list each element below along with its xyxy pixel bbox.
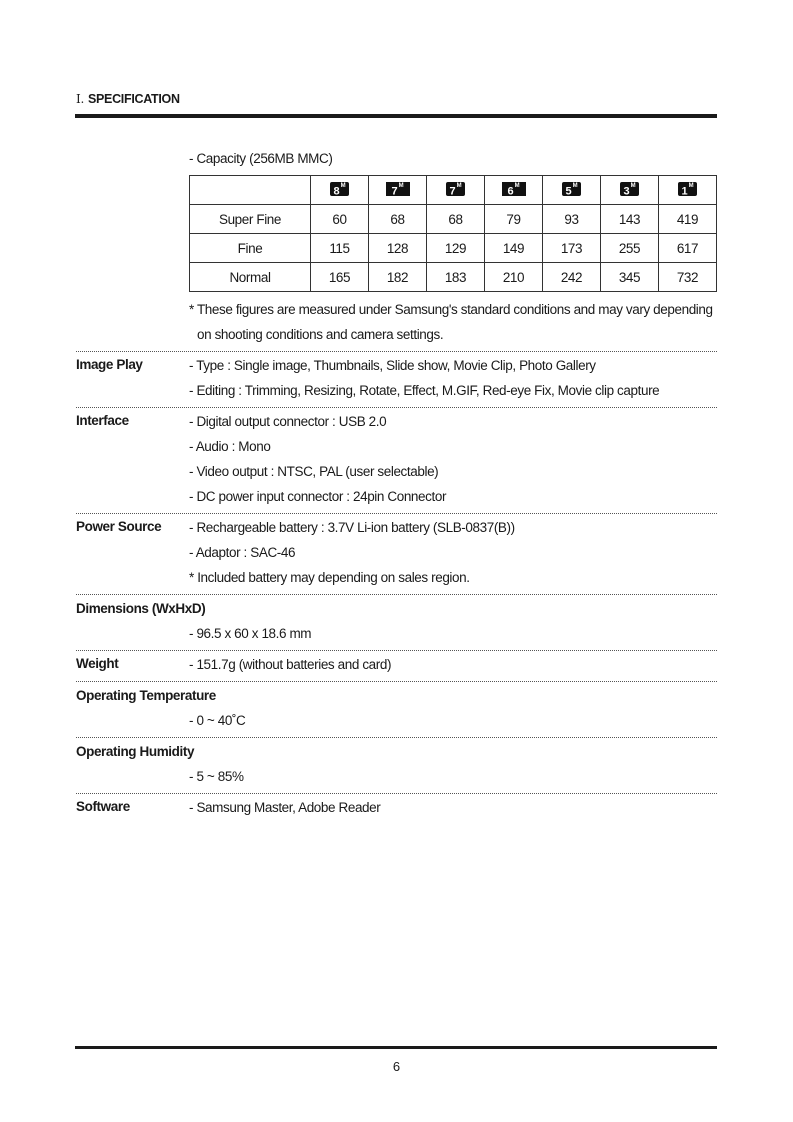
spec-section-software: [76, 793, 717, 824]
spec-line: - Editing : Trimming, Resizing, Rotate, Effect, M.GIF, Red-eye Fix, Movie clip capture: [189, 383, 660, 398]
spec-label-operating-temperature: Operating Temperature: [76, 688, 216, 703]
spec-line: - DC power input connector : 24pin Connector: [189, 489, 447, 504]
spec-section-operating-humidity: [76, 737, 717, 793]
table-row: [190, 234, 717, 263]
size-7m-icon: $7^M$: [446, 182, 465, 196]
section-roman-numeral: Ⅰ.: [76, 92, 84, 106]
col-header-7m: [427, 176, 485, 205]
spec-section-weight: [76, 650, 717, 681]
spec-line: - Rechargeable battery : 3.7V Li-ion battery (SLB-0837(B)): [189, 520, 515, 535]
spec-line: - 96.5 x 60 x 18.6 mm: [189, 626, 312, 641]
capacity-header-row: [190, 176, 717, 205]
table-cell: 617: [659, 234, 717, 263]
capacity-corner-cell: [190, 176, 311, 205]
spec-label-dimensions: Dimensions (WxHxD): [76, 601, 206, 616]
page-number: 6: [392, 1059, 401, 1074]
row-label: Normal: [190, 263, 311, 292]
table-row: [190, 205, 717, 234]
section-header: [76, 92, 180, 106]
spec-line: - 151.7g (without batteries and card): [189, 657, 392, 672]
col-header-1m: [659, 176, 717, 205]
spec-label-operating-humidity: Operating Humidity: [76, 744, 195, 759]
spec-line: - Digital output connector : USB 2.0: [189, 414, 387, 429]
size-6m-wide-icon: $6^M$: [502, 182, 526, 196]
row-label: Super Fine: [190, 205, 311, 234]
size-7m-wide-icon: $7^M$: [386, 182, 410, 196]
size-1m-icon: $1^M$: [678, 182, 697, 196]
spec-section-operating-temperature: [76, 681, 717, 737]
spec-section-dimensions: [76, 594, 717, 650]
col-header-5m: [543, 176, 601, 205]
col-header-8m: [311, 176, 369, 205]
table-row: [190, 263, 717, 292]
row-label: Fine: [190, 234, 311, 263]
capacity-note-line-2: on shooting conditions and camera settings.: [197, 327, 444, 342]
spec-line: - Adaptor : SAC-46: [189, 545, 296, 560]
spec-section-power-source: [76, 513, 717, 594]
table-cell: 129: [427, 234, 485, 263]
spec-label-software: Software: [76, 799, 130, 814]
table-cell: 183: [427, 263, 485, 292]
spec-content: [76, 150, 717, 824]
footer-rule: [75, 1046, 717, 1049]
spec-section-interface: [76, 407, 717, 513]
table-cell: 345: [601, 263, 659, 292]
table-cell: 68: [369, 205, 427, 234]
table-cell: 128: [369, 234, 427, 263]
spec-section-image-play: [76, 351, 717, 407]
spec-label-power-source: Power Source: [76, 519, 162, 534]
capacity-note-line-1: * These figures are measured under Samsung's standard conditions and may vary depending: [189, 302, 713, 317]
spec-line: - Audio : Mono: [189, 439, 271, 454]
spec-label-interface: Interface: [76, 413, 129, 428]
spec-line: - Video output : NTSC, PAL (user selectable): [189, 464, 439, 479]
spec-label-image-play: Image Play: [76, 357, 143, 372]
capacity-title: - Capacity (256MB MMC): [189, 151, 333, 166]
spec-line: - 0 ~ 40˚C: [189, 713, 246, 728]
capacity-table: [189, 175, 717, 292]
section-title: SPECIFICATION: [87, 92, 180, 106]
table-cell: 165: [311, 263, 369, 292]
table-cell: 419: [659, 205, 717, 234]
header-rule: [75, 114, 717, 118]
col-header-3m: [601, 176, 659, 205]
table-cell: 143: [601, 205, 659, 234]
table-cell: 93: [543, 205, 601, 234]
table-cell: 255: [601, 234, 659, 263]
table-cell: 242: [543, 263, 601, 292]
col-header-6m-wide: [485, 176, 543, 205]
spec-line: - Type : Single image, Thumbnails, Slide show, Movie Clip, Photo Gallery: [189, 358, 596, 373]
size-3m-icon: $3^M$: [620, 182, 639, 196]
spec-label-weight: Weight: [76, 656, 119, 671]
col-header-7m-wide: [369, 176, 427, 205]
table-cell: 149: [485, 234, 543, 263]
size-5m-icon: $5^M$: [562, 182, 581, 196]
table-cell: 115: [311, 234, 369, 263]
table-cell: 60: [311, 205, 369, 234]
table-cell: 210: [485, 263, 543, 292]
size-8m-icon: $8^M$: [330, 182, 349, 196]
table-cell: 68: [427, 205, 485, 234]
table-cell: 79: [485, 205, 543, 234]
spec-line: - 5 ~ 85%: [189, 769, 244, 784]
spec-line: - Samsung Master, Adobe Reader: [189, 800, 381, 815]
table-cell: 173: [543, 234, 601, 263]
table-cell: 182: [369, 263, 427, 292]
table-cell: 732: [659, 263, 717, 292]
spec-line: * Included battery may depending on sales region.: [189, 570, 470, 585]
